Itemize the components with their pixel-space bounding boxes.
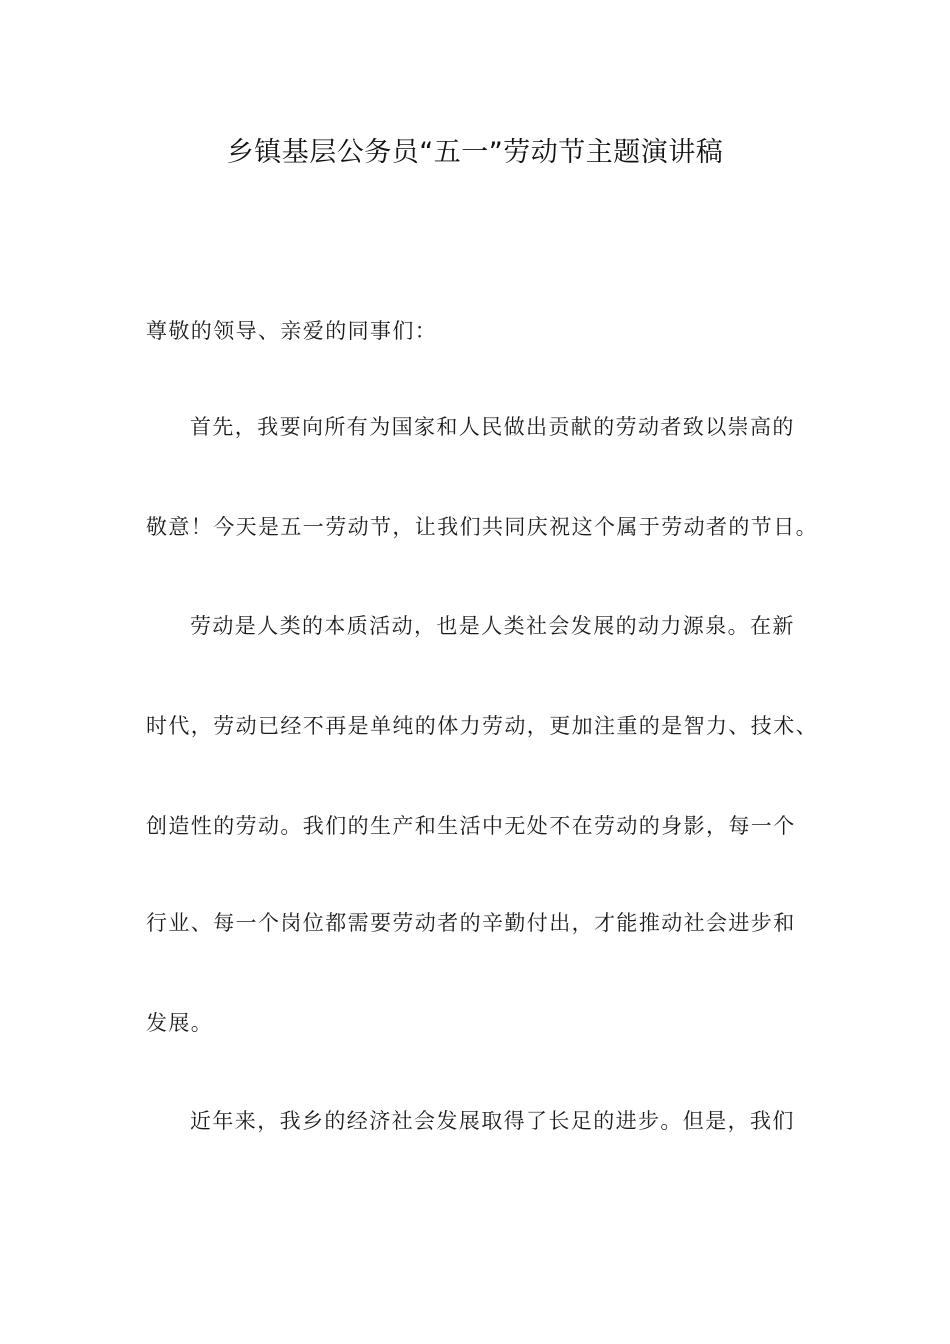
paragraph-2-line-3: 创造性的劳动。我们的生产和生活中无处不在劳动的身影，每一个 — [146, 814, 796, 838]
paragraph-2-line-1: 劳动是人类的本质活动，也是人类社会发展的动力源泉。在新 — [190, 614, 795, 638]
document-title: 乡镇基层公务员“五一”劳动节主题演讲稿 — [226, 137, 724, 168]
paragraph-2-line-5: 发展。 — [146, 1011, 214, 1035]
paragraph-1-line-1: 首先，我要向所有为国家和人民做出贡献的劳动者致以崇高的 — [190, 415, 795, 439]
paragraph-1-line-2: 敬意！今天是五一劳动节，让我们共同庆祝这个属于劳动者的节日。 — [146, 515, 818, 539]
paragraph-2-line-2: 时代，劳动已经不再是单纯的体力劳动，更加注重的是智力、技术、 — [146, 714, 818, 738]
paragraph-3-line-1: 近年来，我乡的经济社会发展取得了长足的进步。但是，我们 — [190, 1109, 795, 1133]
paragraph-2-line-4: 行业、每一个岗位都需要劳动者的辛勤付出，才能推动社会进步和 — [146, 911, 796, 935]
salutation-line: 尊敬的领导、亲爱的同事们： — [146, 319, 438, 343]
